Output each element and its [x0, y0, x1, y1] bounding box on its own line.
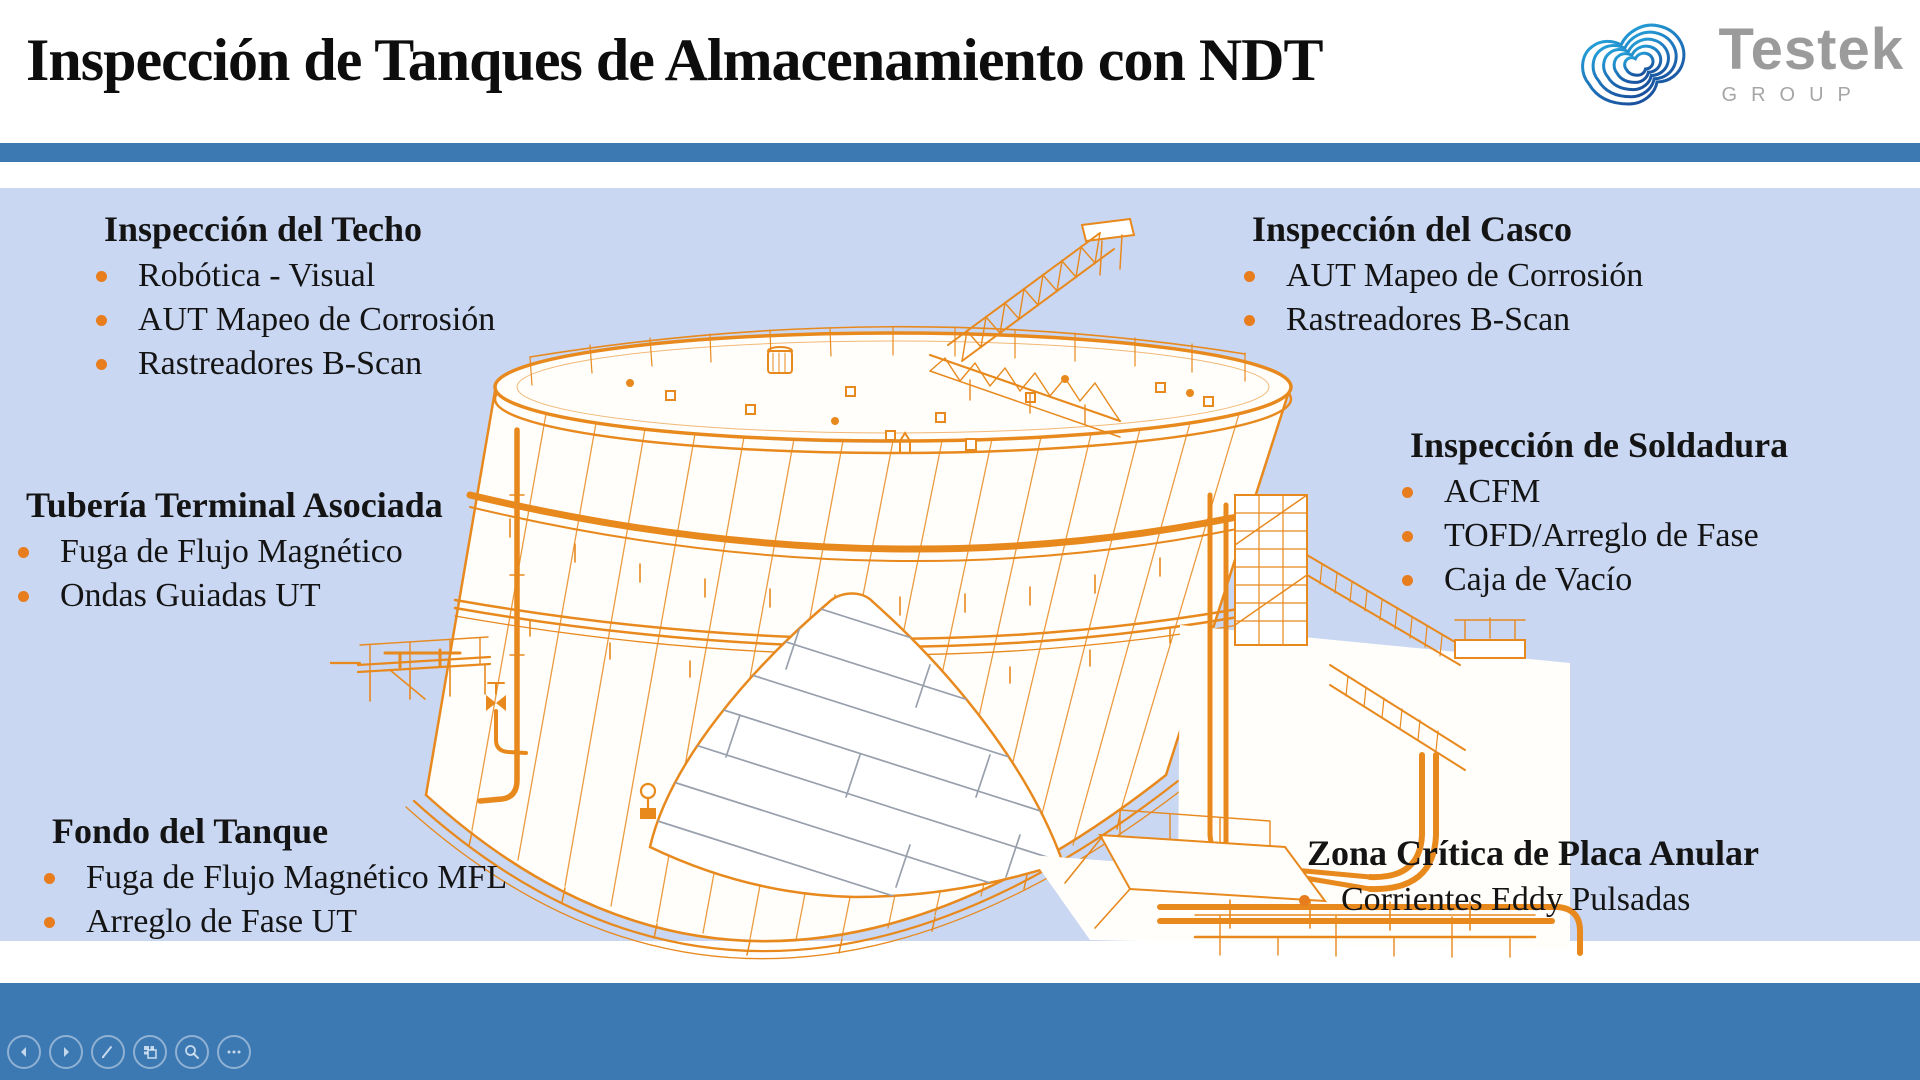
callout-title: Inspección del Techo: [104, 209, 423, 249]
callout-annular-plate: [1295, 832, 1759, 922]
callout-item: Arreglo de Fase UT: [40, 900, 507, 944]
next-arrow-icon: [58, 1044, 74, 1060]
logo-brand-text: Testek: [1718, 17, 1904, 82]
pen-tools-button[interactable]: [91, 1035, 125, 1069]
zoom-slide-button[interactable]: [175, 1035, 209, 1069]
footer-bar: [0, 983, 1920, 1080]
logo-subtitle-text: GROUP: [1721, 84, 1865, 106]
callout-list: [1398, 470, 1788, 602]
next-slide-button[interactable]: [49, 1035, 83, 1069]
more-options-button[interactable]: [217, 1035, 251, 1069]
callout-shell-inspection: [1240, 208, 1643, 342]
testek-logo-icon: [1575, 10, 1707, 118]
callout-weld-inspection: [1398, 424, 1788, 602]
header-divider-bar: [0, 143, 1920, 162]
callout-item: Robótica - Visual: [92, 254, 495, 298]
callout-item: ACFM: [1398, 470, 1788, 514]
company-logo: [1575, 10, 1904, 118]
callout-item: TOFD/Arreglo de Fase: [1398, 514, 1788, 558]
callout-list: [1240, 254, 1643, 342]
see-all-slides-button[interactable]: [133, 1035, 167, 1069]
callout-list: [14, 530, 443, 618]
presenter-controls: [7, 1035, 251, 1069]
callout-title: Zona Crítica de Placa Anular: [1307, 833, 1759, 873]
callout-title: Tubería Terminal Asociada: [26, 485, 443, 525]
callout-title: Fondo del Tanque: [52, 811, 329, 851]
callout-item: Ondas Guiadas UT: [14, 574, 443, 618]
previous-arrow-icon: [16, 1044, 32, 1060]
callout-roof-inspection: [92, 208, 495, 386]
previous-slide-button[interactable]: [7, 1035, 41, 1069]
callout-list: [40, 856, 507, 944]
ellipsis-icon: [225, 1043, 243, 1061]
callout-title: Inspección del Casco: [1252, 209, 1573, 249]
callout-item: Fuga de Flujo Magnético: [14, 530, 443, 574]
callout-item: Fuga de Flujo Magnético MFL: [40, 856, 507, 900]
callout-list: [92, 254, 495, 386]
page-title: Inspección de Tanques de Almacenamiento con NDT: [26, 27, 1323, 93]
callout-item: AUT Mapeo de Corrosión: [92, 298, 495, 342]
all-slides-icon: [141, 1043, 159, 1061]
callout-item: Corrientes Eddy Pulsadas: [1295, 878, 1759, 922]
callout-item: Rastreadores B-Scan: [92, 342, 495, 386]
callout-item: Rastreadores B-Scan: [1240, 298, 1643, 342]
pen-icon: [99, 1043, 117, 1061]
callout-list: [1295, 878, 1759, 922]
callout-item: AUT Mapeo de Corrosión: [1240, 254, 1643, 298]
callout-title: Inspección de Soldadura: [1410, 425, 1789, 465]
magnifier-icon: [183, 1043, 201, 1061]
callout-terminal-piping: [14, 484, 443, 618]
callout-item: Caja de Vacío: [1398, 558, 1788, 602]
callout-tank-bottom: [40, 810, 507, 944]
